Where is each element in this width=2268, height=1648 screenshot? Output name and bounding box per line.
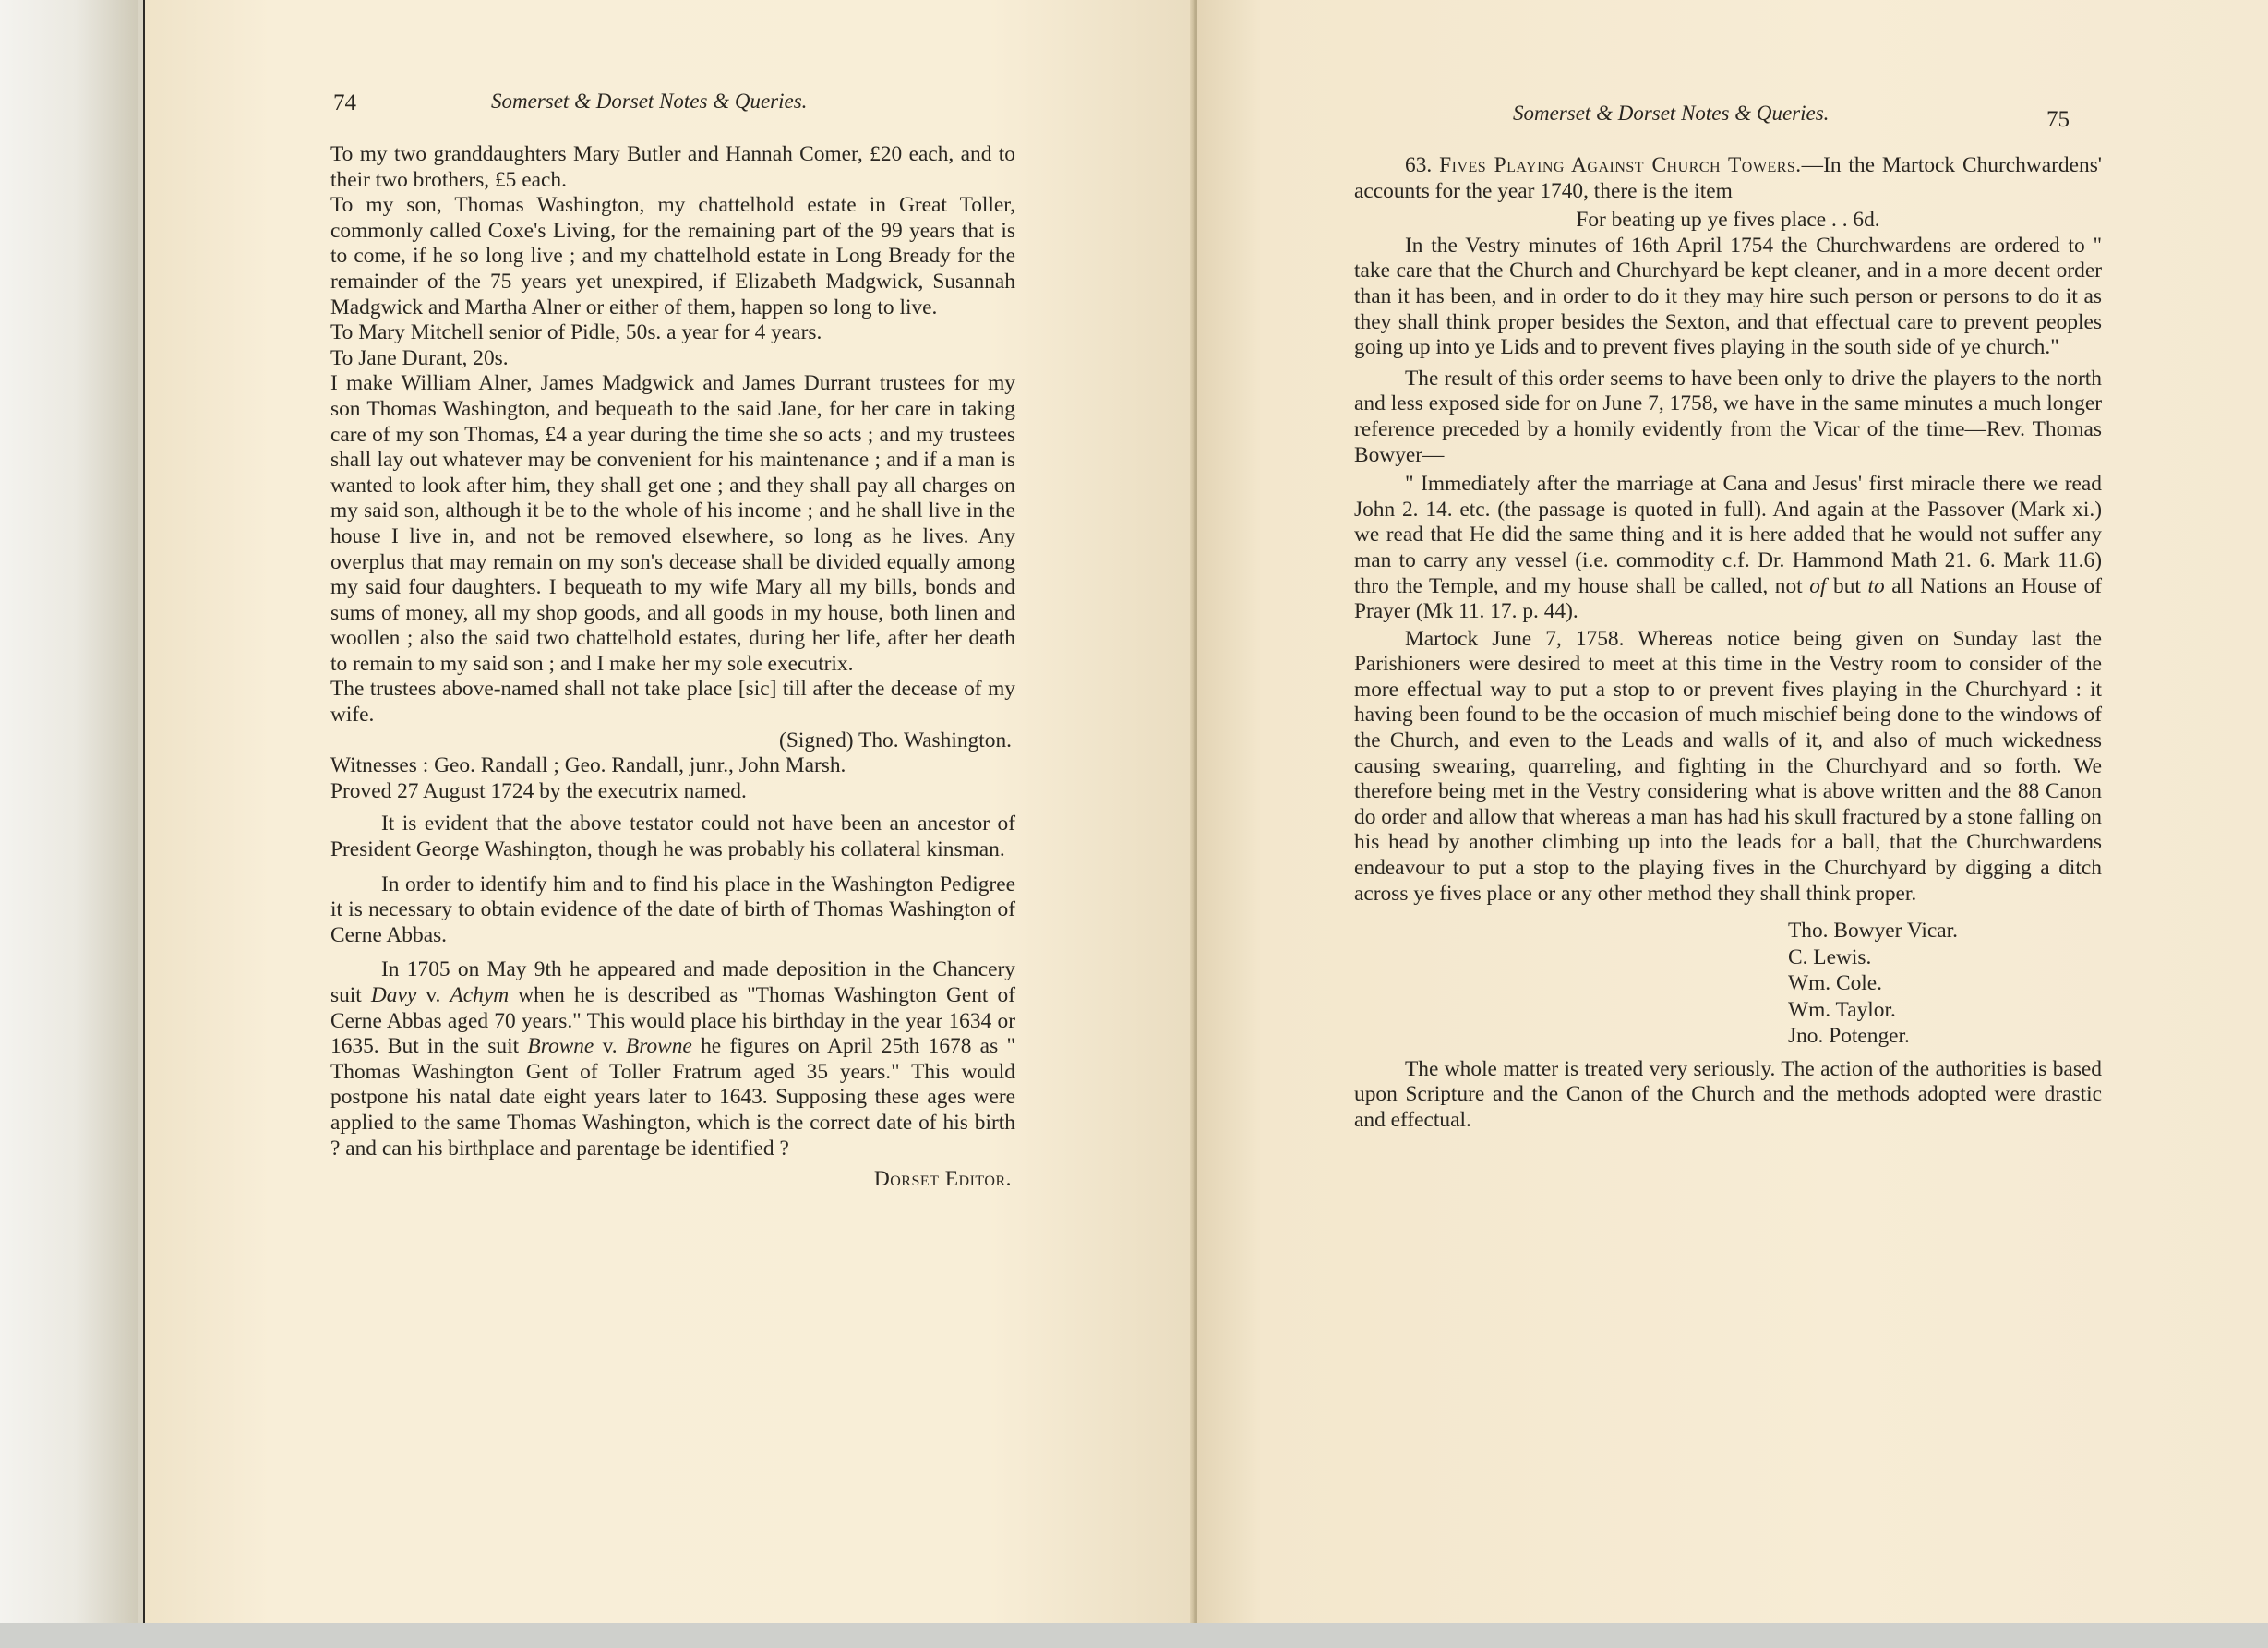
signatory: C. Lewis.: [1788, 944, 1872, 969]
scanner-margin: [0, 0, 138, 1648]
signatory: Wm. Cole.: [1788, 971, 1882, 996]
trustees-note: The trustees above-named shall not take place [sic] till after the decease of my wife.: [330, 677, 1015, 728]
paragraph-vestry-1754: In the Vestry minutes of 16th April 1754 the Churchwardens are ordered to " take care that the Church and Churchyard be kept cleaner, and in a more decent order than it has been, and in order to do it they may hire such person or persons to do it as they shall think proper besides the Sexton, and that effectual care to prevent peoples going up into ye Lids and to prevent fives playing in the south side of ye church.": [1354, 233, 2102, 360]
bequest-son-estates: To my son, Thomas Washington, my chattelhold estate in Great Toller, commonly called Coxe's Living, for the remaining part of the 99 years that is to come, if he so long live ; and my chattelhold estate in Long Bready for the remainder of the 75 years yet unexpired, if Elizabeth Madgwick, Susannah Madgwick and Martha Alner or either of them, happen so long to live.: [330, 193, 1015, 319]
right-running-title: Somerset & Dorset Notes & Queries.: [1513, 102, 1830, 125]
signatory: Jno. Potenger.: [1788, 1024, 1910, 1049]
trustees-paragraph: I make William Alner, James Madgwick and James Durrant trustees for my son Thomas Washington, and bequeath to the said Jane, for her care in taking care of my son Thomas, £4 a year during the time she so acts ; and my trustees shall lay out whatever may be convenient for his maintenance ; and if a man is wanted to look after him, they shall get one ; and they shall pay all charges on my said son, although it be to the whole of his income ; and he shall live in the house I live in, and not be removed elsewhere, so long as he lives. Any overplus that may remain on my son's decease shall be divided equally among my said four daughters. I bequeath to my wife Mary all my bills, bonds and sums of money, all my shop goods, and all goods in my house, both linen and woollen ; also the said two chattelhold estates, during her life, after her death to remain to my said son ; and I make her my sole executrix.: [330, 371, 1015, 676]
note-63-intro: 63. Fives Playing Against Church Towers.—In the Martock Churchwardens' accounts for the year 1740, there is the item: [1354, 153, 2103, 203]
bequest-jane-durant: To Jane Durant, 20s.: [330, 345, 509, 370]
scanner-bottom-margin: [0, 1623, 2268, 1648]
note-heading: Fives Playing Against Church Towers.: [1439, 153, 1802, 177]
bequest-granddaughters: To my two granddaughters Mary Butler and Hannah Comer, £20 each, and to their two brothers, £5 each.: [330, 142, 1015, 192]
right-page-number: 75: [2046, 107, 2070, 132]
bequest-mary-mitchell: To Mary Mitchell senior of Pidle, 50s. a year for 4 years.: [330, 320, 822, 345]
paragraph-conclusion: The whole matter is treated very seriously. The action of the authorities is based upon Scripture and the Canon of the Church and the methods adopted were drastic and effectual.: [1354, 1056, 2102, 1132]
paragraph-evident: It is evident that the above testator could not have been an ancestor of President George Washington, though he was probably his collateral kinsman.: [330, 812, 1015, 862]
accounts-item: For beating up ye fives place . . 6d.: [1576, 208, 1880, 233]
proved-line: Proved 27 August 1724 by the executrix named.: [330, 778, 747, 803]
paragraph-martock-1758: Martock June 7, 1758. Whereas notice being given on Sunday last the Parishioners were desired to meet at this time in the Vestry room to consider of the more effectual way to put a stop to or prevent fives playing in the Churchyard : it having been found to be the occasion of much mischief being done to the windows of the Church, and even to the Leads and walls of it, and also of much wickedness causing swearing, quarreling, and fighting in the Churchyard and so forth. We therefore being met in the Vestry considering what is above written and the 88 Canon do order and allow that whereas a man has had his skull fractured by a stone falling on his head by another climbing up into the leads for a ball, that the Churchwardens endeavour to put a stop to the playing fives in the Churchyard by digging a ditch across ye fives place or any other method they shall think proper.: [1354, 626, 2102, 906]
signatory: Tho. Bowyer Vicar.: [1788, 919, 1958, 944]
signatories-list: [1354, 918, 2102, 1050]
right-page: [1197, 0, 2268, 1625]
paragraph-result: The result of this order seems to have been only to drive the players to the north and less exposed side for on June 7, 1758, we have in the same minutes a much longer reference preceded by a homily evidently from the Vicar of the time—Rev. Thomas Bowyer—: [1354, 366, 2102, 467]
left-page: [143, 0, 1199, 1625]
paragraph-homily-quote: " Immediately after the marriage at Cana and Jesus' first miracle there we read John 2. 14. etc. (the passage is quoted in full). And again at the Passover (Mark xi.) we read that He did the same thing and it is here added that he would not suffer any man to carry any vessel (i.e. commodity c.f. Dr. Hammond Math 21. 6. Mark 11.6) thro the Temple, and my house shall be called, not of but to all Nations an House of Prayer (Mk 11. 17. p. 44).: [1354, 472, 2102, 624]
left-running-title: Somerset & Dorset Notes & Queries.: [491, 90, 808, 113]
signature-line: (Signed) Tho. Washington.: [779, 728, 1012, 752]
witnesses-line: Witnesses : Geo. Randall ; Geo. Randall, junr., John Marsh.: [330, 753, 846, 778]
editor-signature: Dorset Editor.: [873, 1167, 1012, 1192]
right-text-column: [1354, 153, 2102, 1134]
paragraph-1705: In 1705 on May 9th he appeared and made deposition in the Chancery suit Davy v. Achym when he is described as "Thomas Washington Gent of Cerne Abbas aged 70 years." This would place his birthday in the year 1634 or 1635. But in the suit Browne v. Browne he figures on April 25th 1678 as " Thomas Washington Gent of Toller Fratrum aged 35 years." This would postpone his natal date eight years later to 1643. Supposing these ages were applied to the same Thomas Washington, which is the correct date of his birth ? and can his birthplace and parentage be identified ?: [330, 957, 1016, 1161]
left-text-column: [330, 142, 1015, 1193]
paragraph-pedigree: In order to identify him and to find his place in the Washington Pedigree it is necessary to obtain evidence of the date of birth of Thomas Washington of Cerne Abbas.: [330, 872, 1015, 947]
signatory: Wm. Taylor.: [1788, 997, 1896, 1022]
note-number: 63.: [1405, 153, 1433, 177]
left-page-number: 74: [333, 90, 356, 115]
